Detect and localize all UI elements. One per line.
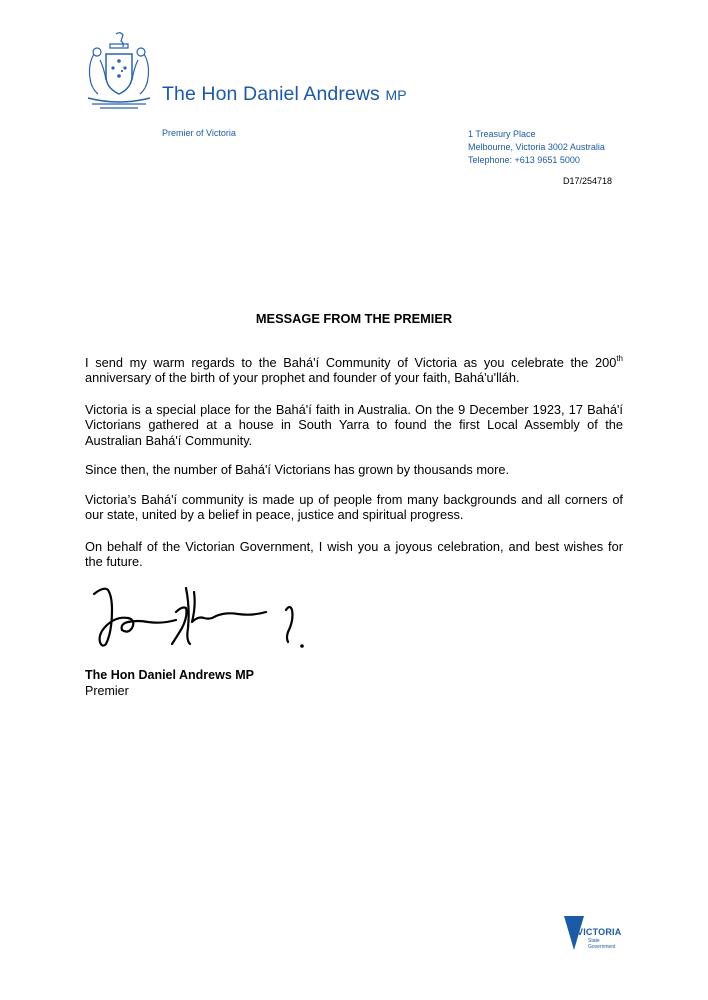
letterhead-address bbox=[468, 128, 605, 167]
coat-of-arms-icon bbox=[80, 30, 158, 112]
logo-subtext-line: Government bbox=[588, 944, 616, 950]
letterhead-name-text: The Hon Daniel Andrews bbox=[162, 83, 380, 105]
paragraph: Victoria’s Bahá'í community is made up of people from many backgrounds and all corners of our state, united by a belief in peace, justice and spiritual progress. bbox=[85, 492, 623, 523]
paragraph-text: anniversary of the birth of your prophet and founder of your faith, Bahá'u'lláh. bbox=[85, 370, 520, 386]
paragraph: Since then, the number of Bahá'í Victorians has grown by thousands more. bbox=[85, 462, 510, 477]
signatory-title: Premier bbox=[85, 684, 129, 698]
paragraph bbox=[85, 355, 623, 386]
signatory-name: The Hon Daniel Andrews MP bbox=[85, 668, 255, 682]
letterhead-name bbox=[162, 83, 407, 106]
signature-image bbox=[90, 582, 320, 652]
document-title: MESSAGE FROM THE PREMIER bbox=[255, 311, 453, 326]
logo-wordmark: VICTORIA bbox=[577, 927, 622, 937]
paragraph-text: I send my warm regards to the Bahá'í Community of Victoria as you celebrate the 200 bbox=[85, 355, 617, 370]
address-line: 1 Treasury Place bbox=[468, 129, 536, 139]
ordinal-suffix: th bbox=[616, 354, 623, 363]
letterhead-name-suffix: MP bbox=[385, 87, 407, 103]
logo-subtext bbox=[588, 938, 628, 950]
logo-subtext-line: State bbox=[588, 938, 600, 944]
letterhead-role: Premier of Victoria bbox=[162, 128, 236, 138]
paragraph: Victoria is a special place for the Bahá'í faith in Australia. On the 9 December 1923, 17 Bahá'í Victorians gathered at a house in South Yarra to found the first Local Assembly of the Australian Bahá'í Community. bbox=[85, 402, 623, 448]
address-phone: Telephone: +613 9651 5000 bbox=[468, 155, 580, 165]
paragraph: On behalf of the Victorian Government, I wish you a joyous celebration, and best wishes for the future. bbox=[85, 539, 623, 570]
reference-number: D17/254718 bbox=[563, 176, 613, 186]
address-line: Melbourne, Victoria 3002 Australia bbox=[468, 142, 605, 152]
